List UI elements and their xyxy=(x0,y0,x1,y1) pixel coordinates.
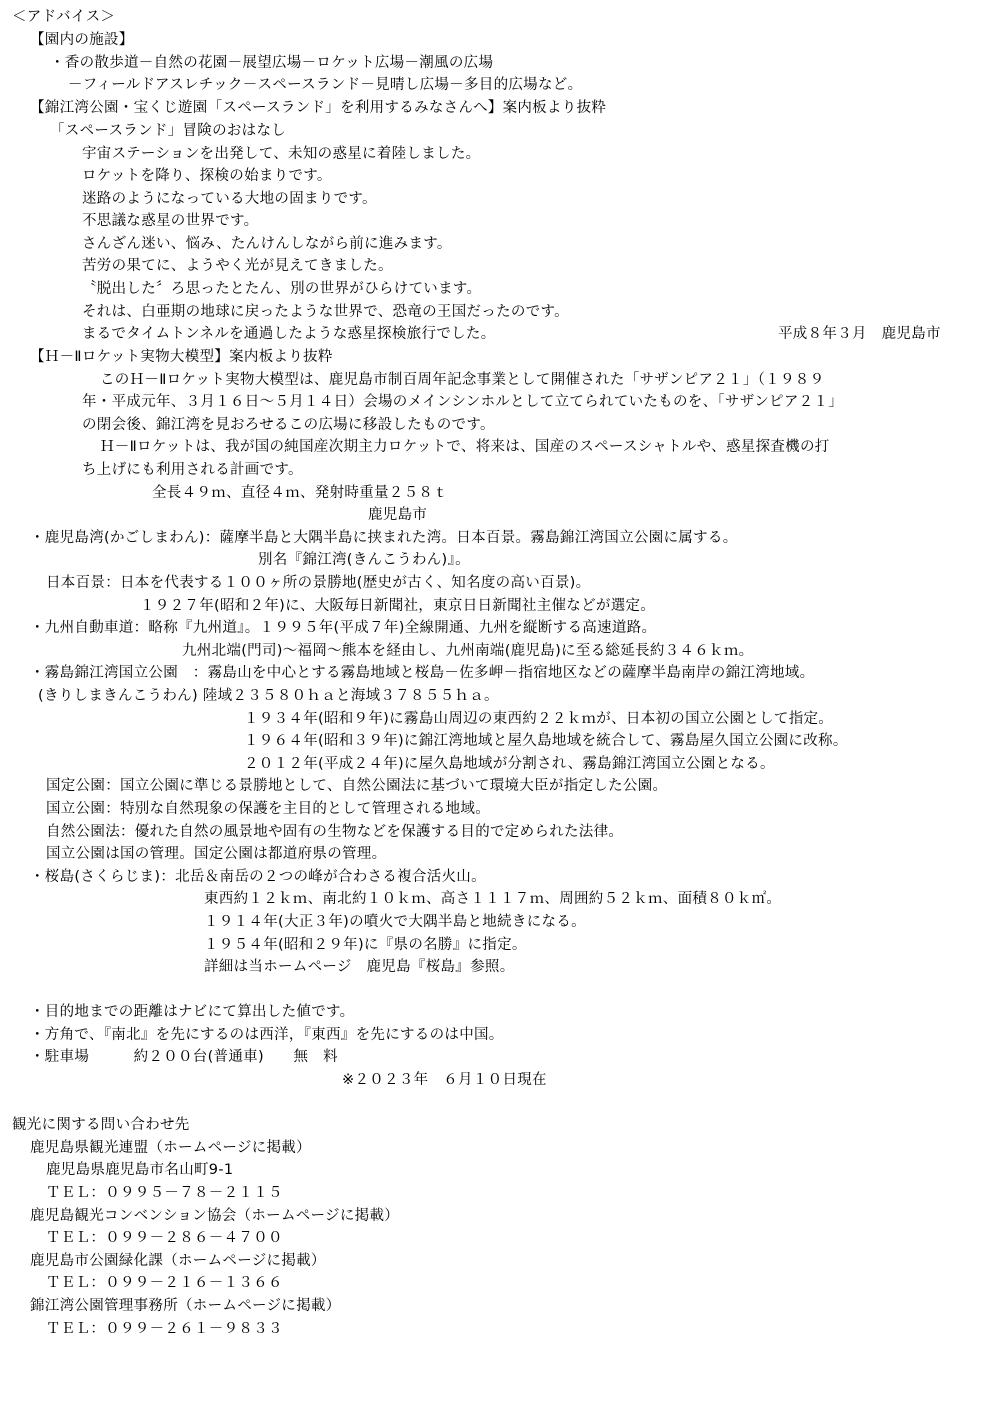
contact-org-name: 錦江湾公園管理事務所（ホームページに掲載） xyxy=(30,1298,341,1314)
advice-heading: ＜アドバイス＞ xyxy=(12,9,116,25)
contact-org-name: 鹿児島市公園緑化課（ホームページに掲載） xyxy=(30,1253,326,1269)
distance-note: ・目的地までの距離はナビにて算出した値です。 xyxy=(30,1004,355,1020)
space-story-line: 苦労の果てに、ようやく光が見えてきました。 xyxy=(82,258,393,274)
facilities-line-2: －フィールドアスレチック－スペースランド－見晴し広場－多目的広場など。 xyxy=(68,77,583,93)
kagoshima-bay-line-1: ・鹿児島湾(かごしまわん)：薩摩半島と大隅半島に挟まれた湾。日本百景。霧島錦江湾国立公園に属する。 xyxy=(30,530,738,546)
space-land-heading: 【錦江湾公園・宝くじ遊園「スペースランド」を利用するみなさんへ】案内板より抜粋 xyxy=(30,100,607,116)
quasi-national-park: 国定公園：国立公園に準じる景勝地として、自然公園法に基づいて環境大臣が指定した公園。 xyxy=(46,778,668,794)
contact-org-name: 鹿児島県観光連盟（ホームページに掲載） xyxy=(30,1140,311,1156)
direction-note: ・方角で、『南北』を先にするのは西洋，『東西』を先にするのは中国。 xyxy=(30,1027,504,1043)
sakurajima-line-1: ・桜島(さくらじま)：北岳＆南岳の２つの峰が合わさる複合活火山。 xyxy=(30,869,486,885)
contact-org-name: 鹿児島観光コンベンション協会（ホームページに掲載） xyxy=(30,1208,400,1224)
rocket-specs: 全長４９ｍ、直径４ｍ、発射時重量２５８ｔ xyxy=(152,485,448,501)
parking-info: ・駐車場 約２００台(普通車) 無 料 xyxy=(30,1049,338,1065)
contacts-heading: 観光に関する問い合わせ先 xyxy=(12,1117,190,1133)
rocket-line: Ｈ－Ⅱロケットは、我が国の純国産次期主力ロケットで、将来は、国産のスペースシャトルや、惑星探査機の打 xyxy=(100,439,830,455)
rocket-line: ち上げにも利用される計画です。 xyxy=(82,462,303,478)
rocket-line: 年・平成元年、３月１６日～５月１４日）会場のメインシンホルとして立てられていたものを、「サザンピア２１」 xyxy=(82,394,844,410)
sakurajima-line-5: 詳細は当ホームページ 鹿児島『桜島』参照。 xyxy=(204,959,515,975)
space-story-line: さんざん迷い、悩み、たんけんしながら前に進みます。 xyxy=(82,236,452,252)
space-story-title: 「スペースランド」冒険のおはなし xyxy=(50,123,287,139)
sakurajima-line-3: １９１４年(大正３年)の噴火で大隅半島と地続きになる。 xyxy=(204,914,586,930)
rocket-line: このＨ－Ⅱロケット実物大模型は、鹿児島市制百周年記念事業として開催された「サザンピア２１」（１９８９ xyxy=(100,372,825,388)
contact-org-tel: ＴＥＬ：０９９５－７８－２１１５ xyxy=(46,1185,283,1201)
hyakkei-line-2: １９２７年(昭和２年)に、大阪毎日新聞社，東京日日新聞社主催などが選定。 xyxy=(140,598,656,614)
hyakkei-line-1: 日本百景：日本を代表する１００ヶ所の景勝地(歴史が古く、知名度の高い百景)。 xyxy=(46,575,591,591)
space-story-line: ロケットを降り、探検の始まりです。 xyxy=(82,168,332,184)
contact-org-tel: ＴＥＬ：０９９－２１６－１３６６ xyxy=(46,1275,283,1291)
space-story-line: 迷路のようになっている大地の固まりです。 xyxy=(82,191,377,207)
space-story-line: 宇宙ステーションを出発して、未知の惑星に着陸しました。 xyxy=(82,146,481,162)
as-of-date: ※２０２３年 ６月１０日現在 xyxy=(342,1072,547,1088)
sakurajima-line-4: １９５４年(昭和２９年)に『県の名勝』に指定。 xyxy=(204,937,527,953)
space-story-line: 〝脱出した〞ろ思ったとたん、別の世界がひらけています。 xyxy=(82,281,482,297)
space-story-line: まるでタイムトンネルを通過したような惑星探検旅行でした。 xyxy=(82,326,496,342)
national-park-definition: 国立公園：特別な自然現象の保護を主目的として管理される地域。 xyxy=(46,801,490,817)
national-park-line-1: ・霧島錦江湾国立公園 ：霧島山を中心とする霧島地域と桜島－佐多岬－指宿地区などの薩摩半島南岸の錦江湾地域。 xyxy=(30,665,815,681)
national-park-line-2: (きりしまきんこうわん) 陸域２３５８０ｈａと海域３７８５５ｈａ。 xyxy=(38,688,499,704)
expressway-line-1: ・九州自動車道：略称『九州道』。１９９５年(平成７年)全線開通、九州を縦断する高速道路。 xyxy=(30,620,657,636)
national-park-line-4: １９６４年(昭和３９年)に錦江湾地域と屋久島地域を統合して、霧島屋久国立公園に改称。 xyxy=(244,733,848,749)
rocket-sign: 鹿児島市 xyxy=(368,507,428,523)
contact-org-address: 鹿児島県鹿児島市名山町9-1 xyxy=(46,1162,234,1178)
rocket-line: の閉会後、錦江湾を見おろせるこの広場に移設したものです。 xyxy=(82,417,495,433)
expressway-line-2: 九州北端(門司)～福岡～熊本を経由し、九州南端(鹿児島)に至る総延長約３４６ｋｍ。 xyxy=(182,643,754,659)
national-park-line-3: １９３４年(昭和９年)に霧島山周辺の東西約２２ｋｍが、日本初の国立公園として指定。 xyxy=(244,711,834,727)
facilities-heading: 【園内の施設】 xyxy=(30,32,134,48)
natural-park-law: 自然公園法：優れた自然の風景地や固有の生物などを保護する目的で定められた法律。 xyxy=(46,824,624,840)
contact-org-tel: ＴＥＬ：０９９－２８６－４７００ xyxy=(46,1230,283,1246)
park-management: 国立公園は国の管理。国定公園は都道府県の管理。 xyxy=(46,846,387,862)
contact-org-tel: ＴＥＬ：０９９－２６１－９８３３ xyxy=(46,1321,283,1337)
space-story-line: それは、白亜期の地球に戻ったような世界で、恐竜の王国だったのです。 xyxy=(82,304,569,320)
kagoshima-bay-line-2: 別名『錦江湾(きんこうわん)』。 xyxy=(258,552,470,568)
facilities-line-1: ・香の散歩道－自然の花園－展望広場－ロケット広場－潮風の広場 xyxy=(50,55,494,71)
space-sign: 平成８年３月 鹿児島市 xyxy=(778,326,941,342)
sakurajima-line-2: 東西約１２ｋｍ、南北約１０ｋｍ、高さ１１１７ｍ、周囲約５２ｋｍ、面積８０ｋ㎡。 xyxy=(204,891,782,907)
national-park-line-5: ２０１２年(平成２４年)に屋久島地域が分割され、霧島錦江湾国立公園となる。 xyxy=(244,756,775,772)
rocket-heading: 【Ｈ－Ⅱロケット実物大模型】案内板より抜粋 xyxy=(30,349,333,365)
space-story-line: 不思議な惑星の世界です。 xyxy=(82,213,259,229)
